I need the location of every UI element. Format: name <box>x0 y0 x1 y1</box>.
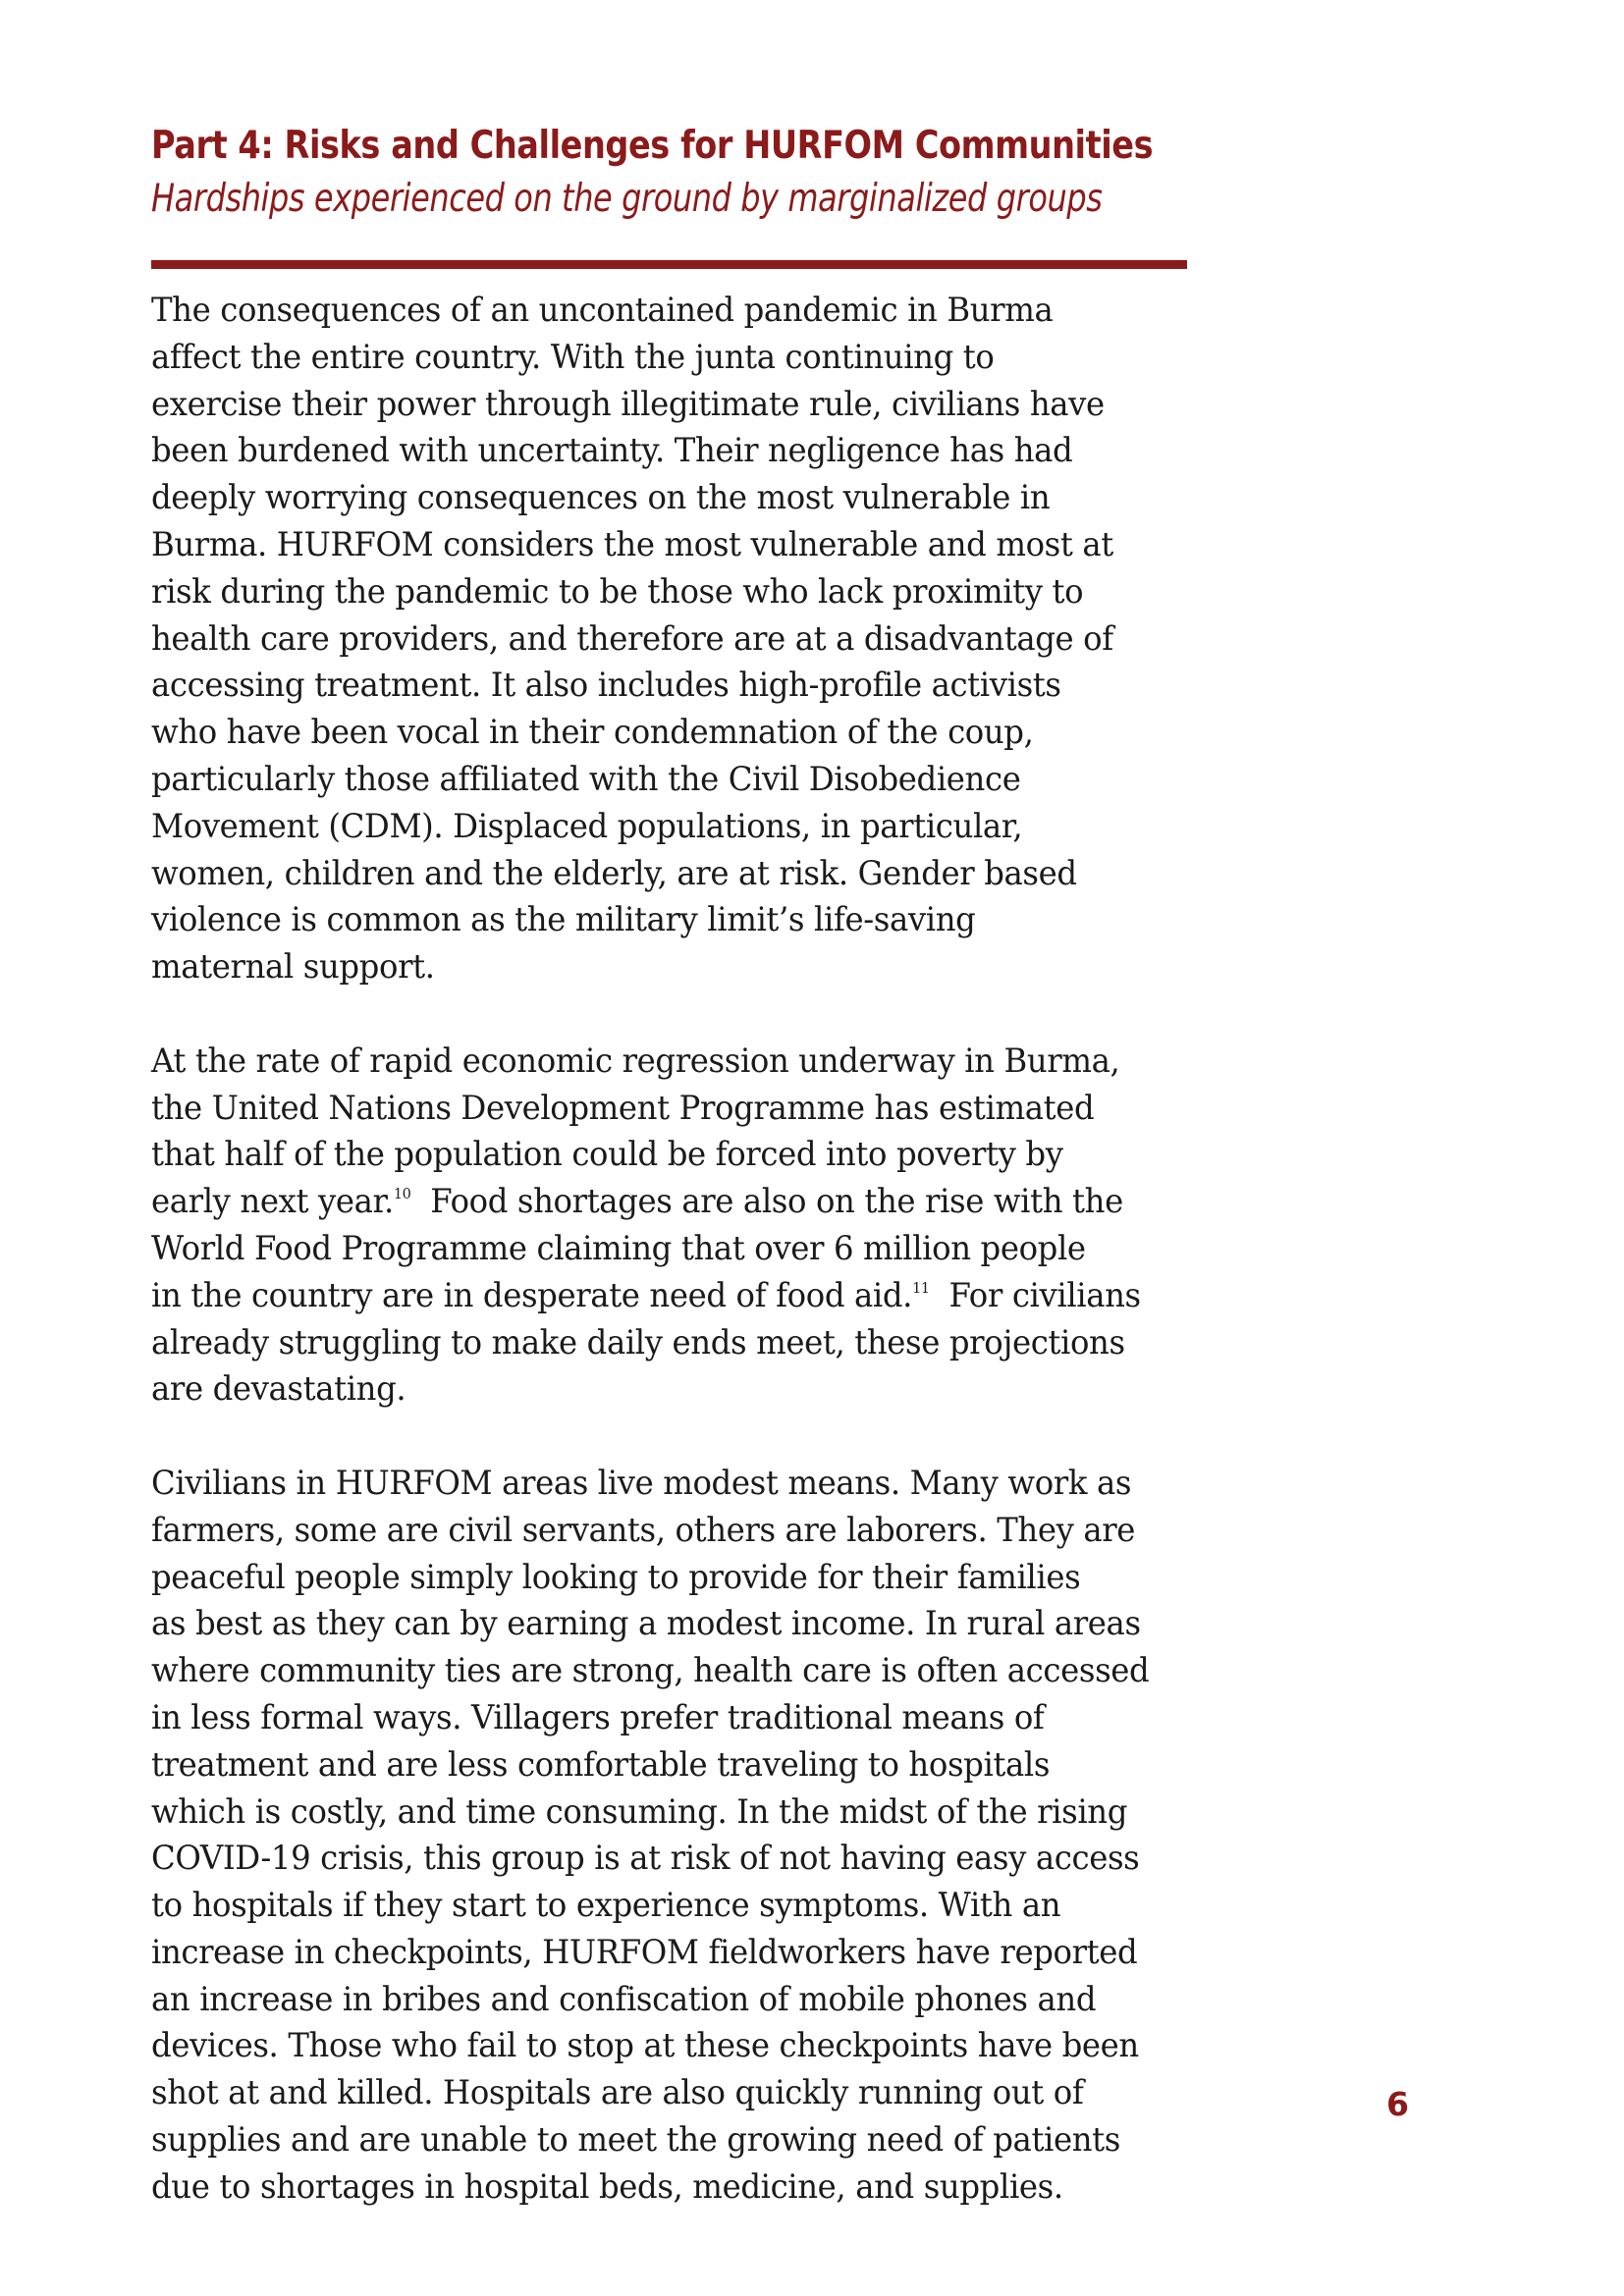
text-line: health care providers, and therefore are at a disadvantage of <box>151 618 1113 658</box>
text-line: World Food Programme claiming that over 6 million people <box>151 1228 1086 1267</box>
text-line: who have been vocal in their condemnation of the coup, <box>151 713 1034 752</box>
text-line: in less formal ways. Villagers prefer traditional means of <box>151 1697 1045 1736</box>
text-segment: early next year. <box>151 1182 394 1221</box>
paragraph-3 <box>151 1460 1241 2211</box>
text-line <box>151 1178 1241 1225</box>
text-line: devices. Those who fail to stop at these checkpoints have been <box>151 2026 1139 2065</box>
page-subtitle: Hardships experienced on the ground by marginalized groups <box>151 177 1103 221</box>
text-line: Civilians in HURFOM areas live modest means. Many work as <box>151 1463 1132 1502</box>
text-line: The consequences of an uncontained pandemic in Burma <box>151 291 1054 329</box>
page-number: 6 <box>1386 2085 1409 2123</box>
text-line: treatment and are less comfortable traveling to hospitals <box>151 1744 1051 1784</box>
text-line: as best as they can by earning a modest income. In rural areas <box>151 1604 1141 1643</box>
text-line: increase in checkpoints, HURFOM fieldworkers have reported <box>151 1932 1138 1971</box>
text-line: At the rate of rapid economic regression underway in Burma, <box>151 1041 1120 1080</box>
text-line: the United Nations Development Programme has estimated <box>151 1088 1095 1127</box>
paragraph-1 <box>151 287 1241 990</box>
text-line: maternal support. <box>151 947 435 987</box>
text-line: where community ties are strong, health care is often accessed <box>151 1651 1150 1690</box>
text-line: deeply worrying consequences on the most vulnerable in <box>151 478 1051 517</box>
text-line: an increase in bribes and confiscation of mobile phones and <box>151 1979 1097 2018</box>
footnote-ref[interactable]: 11 <box>912 1278 930 1297</box>
text-segment: in the country are in desperate need of food aid. <box>151 1275 913 1314</box>
header-divider <box>151 260 1187 269</box>
text-line: Burma. HURFOM considers the most vulnerable and most at <box>151 524 1113 563</box>
text-segment: Food shortages are also on the rise with the <box>410 1182 1123 1221</box>
body-text <box>151 287 1280 2257</box>
section-header <box>151 120 1192 226</box>
text-line: Movement (CDM). Displaced populations, in particular, <box>151 806 1023 845</box>
text-line: COVID-19 crisis, this group is at risk of not having easy access <box>151 1839 1140 1878</box>
text-line: women, children and the elderly, are at risk. Gender based <box>151 853 1077 892</box>
text-line <box>151 1272 1241 1319</box>
text-segment: For civilians <box>929 1275 1141 1314</box>
footnote-ref[interactable]: 10 <box>393 1185 411 1203</box>
text-line: are devastating. <box>151 1369 406 1409</box>
text-line: risk during the pandemic to be those who lack proximity to <box>151 571 1084 611</box>
text-line: due to shortages in hospital beds, medicine, and supplies. <box>151 2166 1063 2206</box>
text-line: affect the entire country. With the junta continuing to <box>151 337 995 376</box>
text-line: exercise their power through illegitimate rule, civilians have <box>151 384 1105 423</box>
text-line: already struggling to make daily ends meet, these projections <box>151 1322 1125 1362</box>
text-line: that half of the population could be forced into poverty by <box>151 1135 1063 1174</box>
page-title: Part 4: Risks and Challenges for HURFOM Communities <box>151 124 1154 168</box>
text-line: to hospitals if they start to experience symptoms. With an <box>151 1886 1061 1925</box>
text-line: which is costly, and time consuming. In the midst of the rising <box>151 1791 1128 1831</box>
text-line: accessing treatment. It also includes high-profile activists <box>151 666 1061 705</box>
text-line: supplies and are unable to meet the growing need of patients <box>151 2120 1120 2160</box>
text-line: been burdened with uncertainty. Their negligence has had <box>151 431 1073 470</box>
text-line: farmers, some are civil servants, others are laborers. They are <box>151 1510 1136 1549</box>
text-line: peaceful people simply looking to provide for their families <box>151 1557 1081 1596</box>
paragraph-2 <box>151 1038 1241 1413</box>
text-line: particularly those affiliated with the Civil Disobedience <box>151 759 1021 798</box>
text-line: shot at and killed. Hospitals are also quickly running out of <box>151 2073 1084 2112</box>
text-line: violence is common as the military limit’s life-saving <box>151 900 976 939</box>
